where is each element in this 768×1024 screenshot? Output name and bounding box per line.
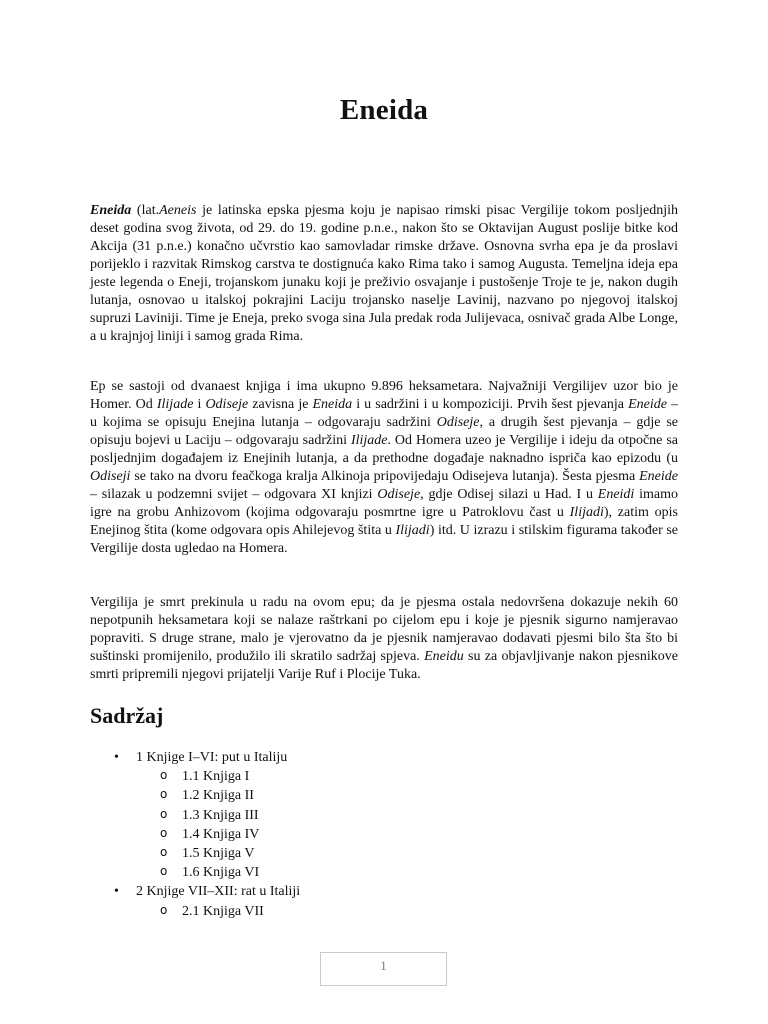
text-run: – silazak u podzemni svijet – odgovara XI knjizi	[90, 487, 378, 502]
italic-run: Odiseji	[90, 469, 131, 484]
italic-run: Ilijade	[350, 433, 388, 448]
toc-subitem[interactable]: o 1.2 Knjiga II	[90, 786, 300, 805]
text-run: zavisna je	[248, 397, 313, 412]
text-run: Ep se sastoji od dvanaest knjiga i ima ukupno 9.896 heksametara. Najvažniji Vergilijev uzor bio je Homer. Od	[90, 379, 678, 412]
italic-run: Odiseje	[377, 487, 421, 502]
page-number: 1	[380, 958, 387, 973]
text-run: – u kojima se opisuju Enejina lutanja – odgovaraju sadržini	[90, 397, 679, 430]
text-run: , gdje Odisej silazi u Had. I u	[420, 487, 598, 502]
toc-item[interactable]: • 1 Knjige I–VI: put u Italiju	[90, 748, 300, 767]
toc-subitem[interactable]: o 1.3 Knjiga III	[90, 806, 300, 825]
text-run: ), zatim opis Enejinog štita (kome odgovara opis Ahilejevog štita u	[90, 505, 678, 538]
death-paragraph	[90, 594, 678, 684]
text-run: i u sadržini i u kompoziciji. Prvih šest pjevanja	[352, 397, 629, 412]
toc-subitem[interactable]: o 2.1 Knjiga VII	[90, 902, 300, 921]
toc-subitem[interactable]: o 1.5 Knjiga V	[90, 844, 300, 863]
term-eneida: Eneida	[90, 203, 132, 218]
text-run: , a drugih šest pjevanja – gdje se opisuju bojevi u Laciju – odgovaraju sadržini	[90, 415, 678, 448]
toc-list	[90, 748, 300, 921]
italic-run: Eneidu	[424, 649, 464, 664]
page-title: Eneida	[339, 94, 429, 126]
italic-run: Ilijadi	[569, 505, 604, 520]
text-run: je latinska epska pjesma koju je napisao rimski pisac Vergilije tokom posljednjih deset godina svog života, od 29. do 19. godine p.n.e., nakon što se Oktavijan August poslije bitke kod Akcija (31 p.n.e.) konačno učvrstio kao samovladar rimske države. Osnovna svrha epa je da proslavi porijeklo i razvitak Rimskog carstva te dostignuća kako Rima tako i samog Augusta. Temeljna ideja epa jeste legenda o Eneji, trojanskom junaku koji je preživio osvajanje i pustošenje Troje te je, nakon dugih lutanja, osnovao u italskoj pokrajini Laciju trojansko naselje Lavinij, nazvano po njegovoj italskoj supruzi Laviniji. Time je Eneja, preko svoga sina Jula predak roda Julijevaca, osnivač grada Albe Longe, a u krajnjoj liniji i samog grada Rima.	[90, 203, 679, 344]
italic-run: Odiseje	[205, 397, 249, 412]
text-run: . Od Homera uzeo je Vergilije i ideju da otpočne sa posljednjim događajem iz Enejinih lutanja, a da prethodne događaje naknadno ispriča kao epizodu (u	[90, 433, 678, 466]
term-aeneis: Aeneis	[159, 203, 197, 218]
italic-run: Odiseje	[436, 415, 480, 430]
toc-subitem[interactable]: o 1.4 Knjiga IV	[90, 825, 300, 844]
toc-subitem[interactable]: o 1.6 Knjiga VI	[90, 863, 300, 882]
italic-run: Eneide	[639, 469, 678, 484]
italic-run: Eneidi	[597, 487, 635, 502]
page-number-box	[320, 952, 447, 986]
text-run: (lat.	[131, 203, 160, 218]
text-run: ) itd. U izrazu i stilskim figurama također se Vergilije dosta ugledao na Homera.	[90, 523, 678, 556]
text-run: se tako na dvoru feačkoga kralja Alkinoja pripovijedaju Odisejeva lutanja). Šesta pjesma	[130, 469, 640, 484]
italic-run: Eneida	[312, 397, 353, 412]
toc-subitem[interactable]: o 1.1 Knjiga I	[90, 767, 300, 786]
italic-run: Eneide	[628, 397, 667, 412]
italic-run: Ilijadi	[395, 523, 430, 538]
structure-paragraph	[90, 378, 678, 558]
toc-item[interactable]: • 2 Knjige VII–XII: rat u Italiji	[90, 882, 300, 901]
text-run: Vergilija je smrt prekinula u radu na ovom epu; da je pjesma ostala nedovršena dokazuje nekih 60 nepotpunih heksametara koji se nalaze raštrkani po cijelom epu i koje je pjesnik sigurno namjeravao popraviti. S druge strane, malo je vjerovatno da je pjesnik namjeravao dodavati pjesmi bilo šta što bi suštinski promijenilo, produžilo ili skratilo sadržaj spjeva.	[90, 595, 678, 664]
intro-paragraph	[90, 202, 678, 346]
toc-heading: Sadržaj	[90, 703, 164, 728]
italic-run: Ilijade	[156, 397, 194, 412]
text-run: i	[193, 397, 206, 412]
text-run: su za objavljivanje nakon pjesnikove smrti pripremili njegovi prijatelji Varije Ruf i Plocije Tuka.	[90, 649, 679, 682]
text-run: imamo igre na grobu Anhizovom (kojima odgovaraju posmrtne igre u Patroklovu čast u	[90, 487, 679, 520]
